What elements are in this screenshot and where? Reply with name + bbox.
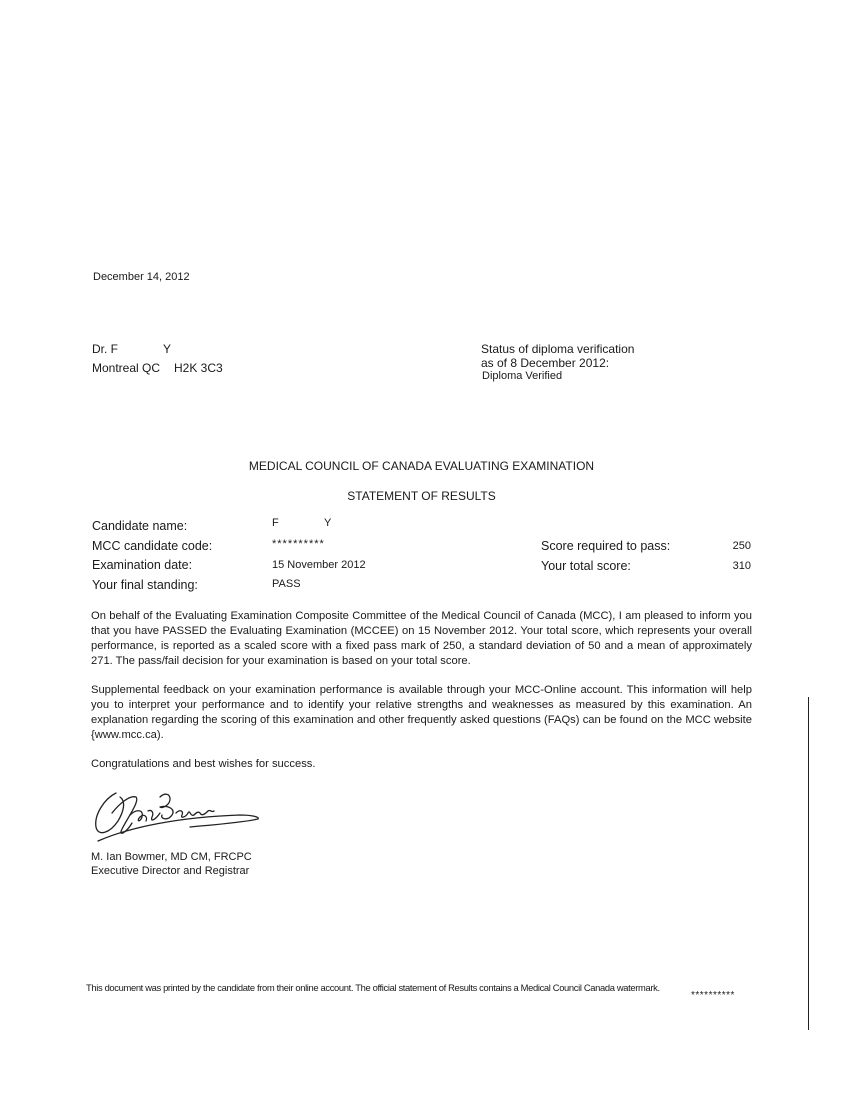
diploma-status-value: Diploma Verified [482,370,563,382]
total-score-label: Your total score: [541,559,631,573]
feedback-paragraph: Supplemental feedback on your examination performance is available through your MCC-Online account. This information will help you to interpret your performance and to identify your relative strengths and weaknesses as measured by this examination. An explanation regarding the scoring of this examination and other frequently asked questions (FAQs) can be found on the MCC website {www.mcc.ca). [91,684,752,741]
score-required-label: Score required to pass: [541,539,671,553]
diploma-status-title: Status of diploma verification [481,342,635,356]
recipient-city: Montreal QC [92,361,161,375]
footer-code: ********** [691,990,735,1001]
score-required-value: 250 [732,540,751,552]
letter-date: December 14, 2012 [93,271,190,283]
final-standing-value: PASS [272,578,301,590]
signatory-title: Executive Director and Registrar [91,865,250,877]
diploma-status-date: as of 8 December 2012: [481,356,610,370]
results-paragraph: On behalf of the Evaluating Examination Composite Committee of the Medical Council of Canada (MCC), I am pleased to inform you that you have PASSED the Evaluating Examination (MCCEE) on 15 November 2012. Your total score, which represents your overall performance, is reported as a scaled score with a fixed pass mark of 250, a standard deviation of 50 and a mean of approximately 271. The pass/fail decision for your examination is based on your total score. [91,610,752,667]
document-heading: MEDICAL COUNCIL OF CANADA EVALUATING EXAMINATION [248,459,595,473]
recipient-postal-code: H2K 3C3 [174,361,223,375]
recipient-name-prefix: Dr. F [92,342,118,356]
mcc-code-value: ********** [272,538,325,550]
margin-rule [808,697,809,1030]
candidate-name-first: F [272,517,279,529]
print-disclaimer: This document was printed by the candidate from their online account. The official statement of Results contains a Medical Council Canada watermark. [86,982,660,993]
document-subheading: STATEMENT OF RESULTS [347,489,496,503]
exam-date-value: 15 November 2012 [272,559,366,571]
signature-image [90,783,270,845]
candidate-name-label: Candidate name: [92,519,188,533]
recipient-name-last: Y [163,342,172,356]
signatory-name: M. Ian Bowmer, MD CM, FRCPC [91,851,252,863]
total-score-value: 310 [732,560,751,572]
mcc-code-label: MCC candidate code: [92,539,213,553]
candidate-name-last: Y [324,517,332,529]
congratulations-text: Congratulations and best wishes for success. [91,758,316,770]
final-standing-label: Your final standing: [92,578,198,592]
exam-date-label: Examination date: [92,558,193,572]
